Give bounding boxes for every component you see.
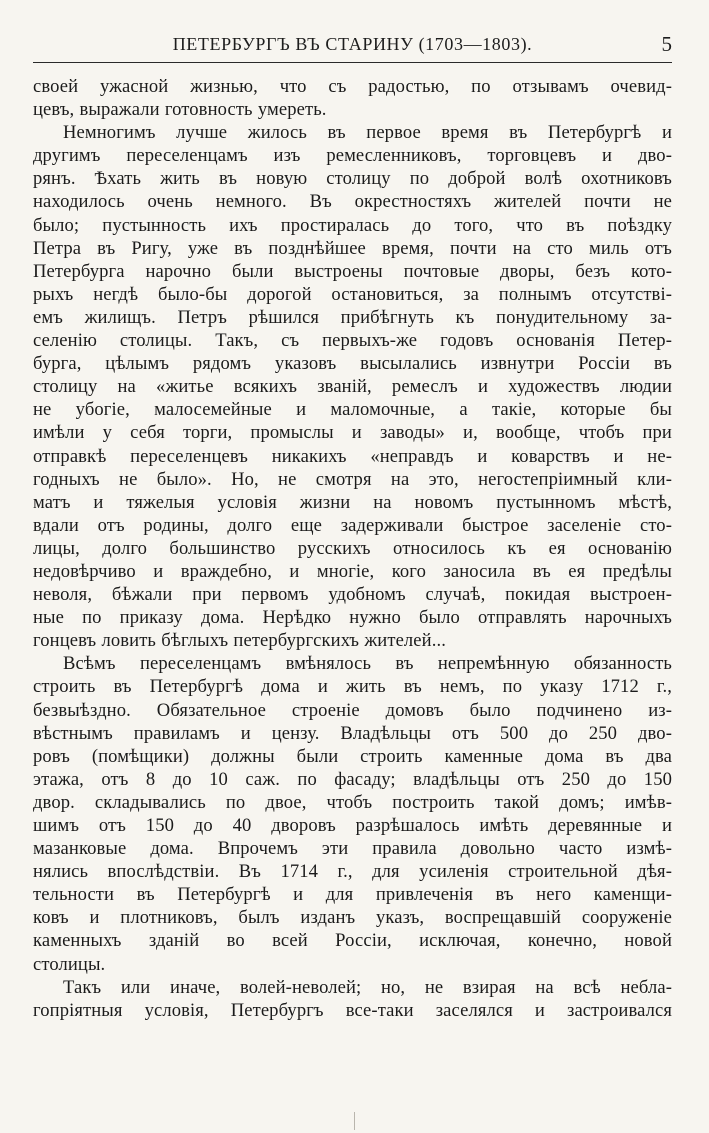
text-line: матъ и тяжелыя условiя жизни на новомъ пустынномъ мѣстѣ, bbox=[33, 491, 672, 513]
text-line: мазанковые дома. Впрочемъ эти правила довольно часто измѣ- bbox=[33, 838, 672, 860]
text-line: годныхъ не было». Но, не смотря на это, негостепрiимный кли- bbox=[33, 468, 672, 490]
text-line: находилось очень немного. Въ окрестностяхъ жителей почти не bbox=[33, 191, 672, 213]
page-number: 5 bbox=[661, 32, 672, 56]
text-line: гонцевъ ловить бѣглыхъ петербургскихъ жителей... bbox=[33, 630, 446, 652]
text-line: гопрiятныя условiя, Петербургъ все-таки заселялся и застроивался bbox=[33, 999, 672, 1021]
running-head bbox=[33, 30, 672, 63]
text-line: ровъ (помѣщики) должны были строить каменные дома въ два bbox=[33, 745, 672, 767]
text-line: отправкѣ переселенцевъ никакихъ «неправдъ и коварствъ и не- bbox=[33, 445, 672, 467]
text-line: шимъ отъ 150 до 40 дворовъ разрѣшалось имѣть деревянные и bbox=[33, 815, 672, 836]
text-line: емъ жилищъ. Петръ рѣшился прибѣгнуть къ понудительному за- bbox=[33, 306, 672, 328]
text-line: Петербурга нарочно были выстроены почтовые дворы, безъ кото- bbox=[33, 260, 672, 282]
text-line: нялись впослѣдствiи. Въ 1714 г., для усиленiя строительной дѣя- bbox=[33, 861, 672, 883]
text-line: Немногимъ лучше жилось въ первое время въ Петербургѣ и bbox=[63, 122, 672, 144]
scan-mark bbox=[354, 1112, 355, 1130]
body-text bbox=[33, 75, 672, 1022]
text-line: имѣли у себя торги, промыслы и заводы» и, вообще, чтобъ при bbox=[33, 422, 672, 444]
text-line: тельности въ Петербургѣ и для привлеченiя въ него каменщи- bbox=[33, 884, 672, 906]
text-line: столицы. bbox=[33, 953, 106, 975]
text-line: ные по приказу дома. Нерѣдко нужно было отправлять нарочныхъ bbox=[33, 607, 672, 629]
text-line: не убогiе, малосемейные и маломочные, а такiе, которые бы bbox=[33, 399, 672, 421]
text-line: безвыѣздно. Обязательное строенiе домовъ было подчинено из- bbox=[33, 699, 672, 721]
text-line: двор. складывались по двое, чтобъ построить такой домъ; имѣв- bbox=[33, 791, 672, 813]
text-line: своей ужасной жизнью, что съ радостью, по отзывамъ очевид- bbox=[33, 76, 672, 97]
text-line: строить въ Петербургѣ дома и жить въ немъ, по указу 1712 г., bbox=[33, 676, 672, 698]
text-line: столицу на «житье всякихъ званiй, ремеслъ и художествъ людии bbox=[33, 376, 672, 398]
text-line: лицы, долго большинство русскихъ относилось къ ея основанiю bbox=[33, 537, 672, 559]
text-line: Такъ или иначе, волей-неволей; но, не взирая на всѣ небла- bbox=[63, 976, 672, 998]
text-line: другимъ переселенцамъ изъ ремесленниковъ, торговцевъ и дво- bbox=[33, 145, 672, 167]
text-line: вѣстнымъ правиламъ и цензу. Владѣльцы отъ 500 до 250 дво- bbox=[33, 722, 672, 744]
text-line: вдали отъ родины, долго еще задерживали быстрое заселенiе сто- bbox=[33, 514, 672, 536]
text-line: Петра въ Ригу, уже въ позднѣйшее время, почти на сто миль отъ bbox=[33, 237, 672, 259]
text-line: было; пустынность ихъ простиралась до того, что въ поѣздку bbox=[33, 214, 672, 236]
text-line: недовѣрчиво и враждебно, и многiе, кого заносила въ ея предѣлы bbox=[33, 560, 672, 582]
text-line: рянъ. Ѣхать жить въ новую столицу по доброй волѣ охотниковъ bbox=[33, 168, 672, 190]
text-line: ковъ и плотниковъ, былъ изданъ указъ, воспрещавшiй сооруженiе bbox=[33, 907, 672, 929]
text-line: неволя, бѣжали при первомъ удобномъ случаѣ, покидая выстроен- bbox=[33, 584, 672, 606]
text-line: цевъ, выражали готовность умереть. bbox=[33, 99, 327, 121]
text-line: селенiю столицы. Такъ, съ первыхъ-же годовъ основанiя Петер- bbox=[33, 330, 672, 352]
text-line: Всѣмъ переселенцамъ вмѣнялось въ непремѣнную обязанность bbox=[63, 653, 672, 675]
text-line: каменныхъ зданiй во всей Россiи, исключая, конечно, новой bbox=[33, 930, 672, 952]
text-line: рыхъ негдѣ было-бы дорогой остановиться, за полнымъ отсутствi- bbox=[33, 283, 672, 305]
text-line: этажа, отъ 8 до 10 саж. по фасаду; владѣльцы отъ 250 до 150 bbox=[33, 768, 672, 790]
running-title: ПЕТЕРБУРГЪ ВЪ СТАРИНУ (1703—1803). bbox=[172, 34, 533, 54]
text-line: бурга, цѣлымъ рядомъ указовъ высылались извнутри Россiи въ bbox=[33, 353, 672, 375]
